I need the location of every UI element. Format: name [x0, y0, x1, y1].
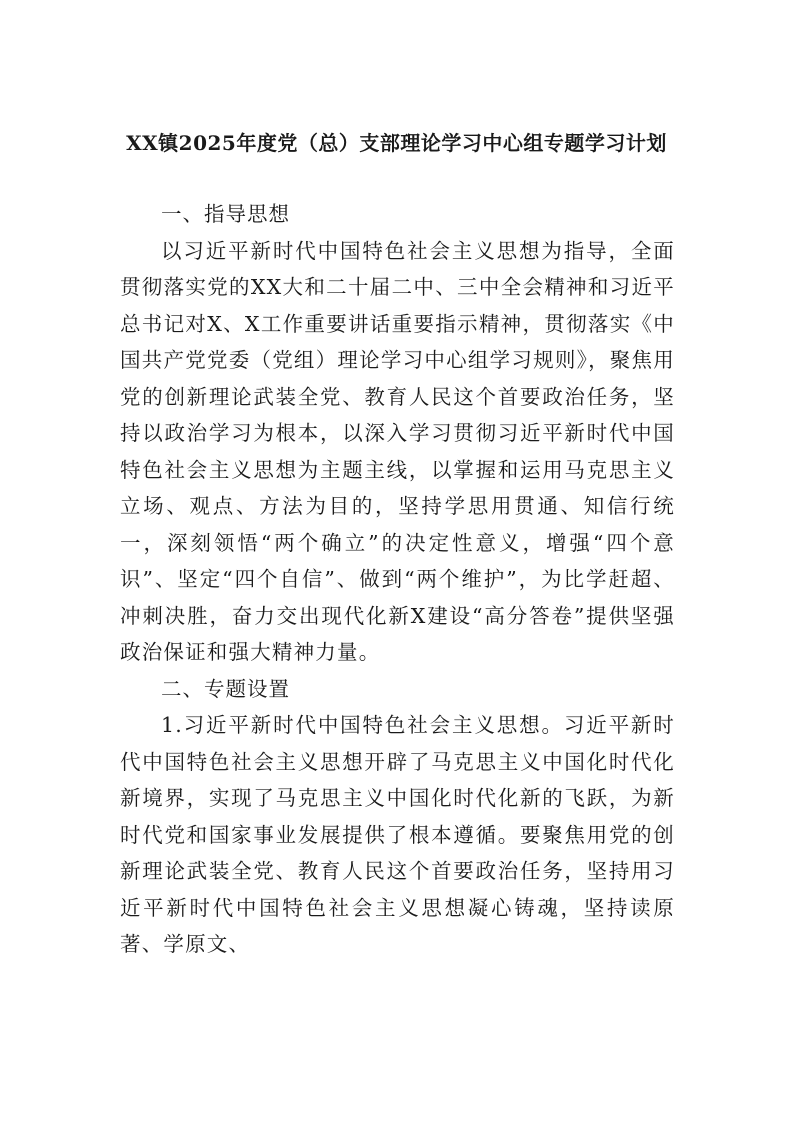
section-heading-guiding-ideology: 一、指导思想	[161, 202, 290, 226]
document-title: XX镇2025年度党（总）支部理论学习中心组专题学习计划	[126, 131, 667, 155]
section-heading-topic-settings: 二、专题设置	[161, 676, 290, 701]
document-body	[120, 196, 675, 963]
paragraph-guiding-ideology: 以习近平新时代中国特色社会主义思想为指导，全面贯彻落实党的XX大和二十届二中、三中全会精神和习近平总书记对X、X工作重要讲话重要指示精神，贯彻落实《中国共产党党委（党组）理论学习中心组学习规则》，聚焦用党的创新理论武装全党、教育人民这个首要政治任务，坚持以政治学习为根本，以深入学习贯彻习近平新时代中国特色社会主义思想为主题主线，以掌握和运用马克思主义立场、观点、方法为目的，坚持学思用贯通、知信行统一，深刻领悟“两个确立”的决定性意义，增强“四个意识”、坚定“四个自信”、做到“两个维护”，为比学赶超、冲刺决胜，奋力交出现代化新X建设“高分答卷”提供坚强政治保证和强大精神力量。	[120, 238, 675, 664]
paragraph-topic-1: 1.习近平新时代中国特色社会主义思想。习近平新时代中国特色社会主义思想开辟了马克思主义中国化时代化新境界，实现了马克思主义中国化时代化新的飞跃，为新时代党和国家事业发展提供了根本遵循。要聚焦用党的创新理论武装全党、教育人民这个首要政治任务，坚持用习近平新时代中国特色社会主义思想凝心铸魂，坚持读原著、学原文、	[120, 713, 675, 956]
